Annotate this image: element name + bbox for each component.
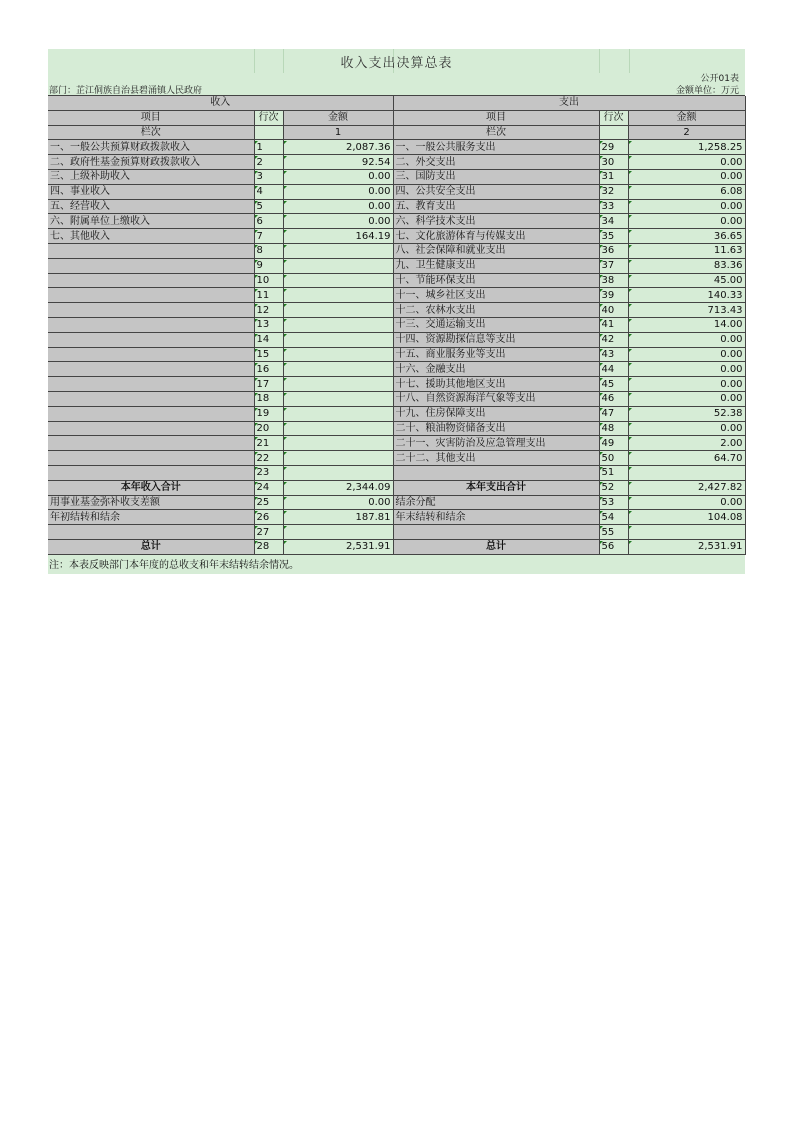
income-line-no: 13 <box>254 317 283 332</box>
expense-item: 十五、商业服务业等支出 <box>393 347 599 362</box>
income-amount: 92.54 <box>283 155 393 170</box>
income-item <box>48 451 254 466</box>
expense-amount: 11.63 <box>628 243 745 258</box>
income-amount-header: 金额 <box>283 110 393 125</box>
expense-amount: 0.00 <box>628 199 745 214</box>
grand-total-row <box>48 539 745 554</box>
income-item: 二、政府性基金预算财政拨款收入 <box>48 155 254 170</box>
expense-item: 十二、农林水支出 <box>393 303 599 318</box>
income-item <box>48 525 254 540</box>
income-line-no: 18 <box>254 391 283 406</box>
income-item: 用事业基金弥补收支差额 <box>48 495 254 510</box>
expense-index-line <box>599 125 628 140</box>
table-row <box>48 525 745 540</box>
department-row <box>48 83 745 96</box>
expense-line-no: 47 <box>599 406 628 421</box>
expense-line-no: 48 <box>599 421 628 436</box>
table-row <box>48 273 745 288</box>
income-amount <box>283 377 393 392</box>
income-amount <box>283 421 393 436</box>
income-amount: 164.19 <box>283 229 393 244</box>
expense-item: 十九、住房保障支出 <box>393 406 599 421</box>
table-row <box>48 451 745 466</box>
income-index-line <box>254 125 283 140</box>
income-amount <box>283 332 393 347</box>
expense-amount: 0.00 <box>628 362 745 377</box>
income-item <box>48 332 254 347</box>
table-row <box>48 510 745 525</box>
expense-line-no: 53 <box>599 495 628 510</box>
table-row <box>48 421 745 436</box>
income-item <box>48 436 254 451</box>
table-row <box>48 155 745 170</box>
expense-amount: 14.00 <box>628 317 745 332</box>
column-header-row <box>48 110 745 125</box>
income-amount <box>283 525 393 540</box>
expense-line-header: 行次 <box>599 110 628 125</box>
expense-item: 年末结转和结余 <box>393 510 599 525</box>
amount-unit: 金额单位：万元 <box>675 86 739 96</box>
table-row <box>48 243 745 258</box>
expense-item <box>393 525 599 540</box>
report-title: 收入支出决算总表 <box>340 56 453 71</box>
income-item-header: 项目 <box>48 110 254 125</box>
income-line-no: 1 <box>254 140 283 155</box>
income-amount <box>283 317 393 332</box>
expense-amount: 0.00 <box>628 214 745 229</box>
total-row <box>48 480 745 495</box>
table-note: 注：本表反映部门本年度的总收支和年末结转结余情况。 <box>48 555 745 574</box>
expense-item: 八、社会保障和就业支出 <box>393 243 599 258</box>
income-amount: 187.81 <box>283 510 393 525</box>
expense-amount: 52.38 <box>628 406 745 421</box>
income-amount <box>283 243 393 258</box>
income-line-no: 9 <box>254 258 283 273</box>
expense-line-no: 52 <box>599 480 628 495</box>
expense-line-no: 50 <box>599 451 628 466</box>
expense-amount <box>628 525 745 540</box>
table-row <box>48 317 745 332</box>
expense-item: 二十二、其他支出 <box>393 451 599 466</box>
expense-amount-header: 金额 <box>628 110 745 125</box>
expense-item <box>393 465 599 480</box>
income-amount <box>283 465 393 480</box>
expense-amount: 1,258.25 <box>628 140 745 155</box>
income-item <box>48 243 254 258</box>
expense-amount: 0.00 <box>628 169 745 184</box>
income-item <box>48 288 254 303</box>
expense-amount: 36.65 <box>628 229 745 244</box>
expense-item: 本年支出合计 <box>393 480 599 495</box>
expense-amount: 0.00 <box>628 155 745 170</box>
income-amount <box>283 273 393 288</box>
expense-index-label: 栏次 <box>393 125 599 140</box>
income-item: 六、附属单位上缴收入 <box>48 214 254 229</box>
income-line-no: 20 <box>254 421 283 436</box>
income-amount <box>283 288 393 303</box>
income-amount: 2,344.09 <box>283 480 393 495</box>
income-item <box>48 406 254 421</box>
expense-amount: 2,427.82 <box>628 480 745 495</box>
table-row <box>48 406 745 421</box>
income-item: 三、上级补助收入 <box>48 169 254 184</box>
income-item <box>48 258 254 273</box>
table-row <box>48 347 745 362</box>
expense-item: 十四、资源勘探信息等支出 <box>393 332 599 347</box>
expense-item: 二、外交支出 <box>393 155 599 170</box>
income-amount <box>283 258 393 273</box>
table-row <box>48 214 745 229</box>
table-row <box>48 140 745 155</box>
income-line-no: 25 <box>254 495 283 510</box>
income-line-no: 10 <box>254 273 283 288</box>
income-line-no: 16 <box>254 362 283 377</box>
expense-line-no: 36 <box>599 243 628 258</box>
income-amount <box>283 436 393 451</box>
table-row <box>48 465 745 480</box>
table-row <box>48 288 745 303</box>
income-line-no: 15 <box>254 347 283 362</box>
expense-amount: 2,531.91 <box>628 539 745 554</box>
table-row <box>48 169 745 184</box>
income-item: 七、其他收入 <box>48 229 254 244</box>
title-row <box>48 49 745 73</box>
expense-amount <box>628 465 745 480</box>
table-row <box>48 184 745 199</box>
expense-section-header: 支出 <box>393 96 745 110</box>
expense-line-no: 46 <box>599 391 628 406</box>
income-line-no: 23 <box>254 465 283 480</box>
table-row <box>48 436 745 451</box>
expense-amount: 140.33 <box>628 288 745 303</box>
expense-line-no: 44 <box>599 362 628 377</box>
income-line-no: 4 <box>254 184 283 199</box>
expense-item: 十一、城乡社区支出 <box>393 288 599 303</box>
income-amount: 2,531.91 <box>283 539 393 554</box>
income-line-no: 14 <box>254 332 283 347</box>
income-item: 四、事业收入 <box>48 184 254 199</box>
income-amount: 0.00 <box>283 214 393 229</box>
income-line-no: 17 <box>254 377 283 392</box>
income-line-header: 行次 <box>254 110 283 125</box>
income-item <box>48 347 254 362</box>
expense-line-no: 38 <box>599 273 628 288</box>
form-number: 公开01表 <box>700 74 739 84</box>
income-amount <box>283 303 393 318</box>
income-amount: 0.00 <box>283 184 393 199</box>
income-item <box>48 273 254 288</box>
expense-item: 二十、粮油物资储备支出 <box>393 421 599 436</box>
income-amount <box>283 406 393 421</box>
income-item <box>48 303 254 318</box>
income-item <box>48 317 254 332</box>
income-line-no: 27 <box>254 525 283 540</box>
income-line-no: 3 <box>254 169 283 184</box>
table-row <box>48 377 745 392</box>
income-amount: 0.00 <box>283 169 393 184</box>
income-index-label: 栏次 <box>48 125 254 140</box>
expense-amount: 64.70 <box>628 451 745 466</box>
income-amount: 2,087.36 <box>283 140 393 155</box>
expense-item: 十六、金融支出 <box>393 362 599 377</box>
expense-amount: 6.08 <box>628 184 745 199</box>
income-item <box>48 465 254 480</box>
table-row <box>48 362 745 377</box>
expense-amount: 83.36 <box>628 258 745 273</box>
expense-item: 十七、援助其他地区支出 <box>393 377 599 392</box>
form-number-row <box>48 73 745 83</box>
expense-amount: 0.00 <box>628 347 745 362</box>
income-line-no: 7 <box>254 229 283 244</box>
income-item <box>48 362 254 377</box>
income-item: 总计 <box>48 539 254 554</box>
expense-amount: 0.00 <box>628 377 745 392</box>
expense-item: 结余分配 <box>393 495 599 510</box>
table-row <box>48 303 745 318</box>
expense-item: 五、教育支出 <box>393 199 599 214</box>
income-line-no: 19 <box>254 406 283 421</box>
income-item: 一、一般公共预算财政拨款收入 <box>48 140 254 155</box>
column-index-row <box>48 125 745 140</box>
expense-item: 十、节能环保支出 <box>393 273 599 288</box>
income-index-value: 1 <box>283 125 393 140</box>
table-row <box>48 199 745 214</box>
income-amount <box>283 362 393 377</box>
expense-amount: 0.00 <box>628 495 745 510</box>
expense-line-no: 54 <box>599 510 628 525</box>
expense-item: 七、文化旅游体育与传媒支出 <box>393 229 599 244</box>
expense-amount: 2.00 <box>628 436 745 451</box>
income-line-no: 24 <box>254 480 283 495</box>
table-row <box>48 229 745 244</box>
expense-line-no: 35 <box>599 229 628 244</box>
income-line-no: 11 <box>254 288 283 303</box>
income-line-no: 12 <box>254 303 283 318</box>
table-row <box>48 332 745 347</box>
expense-item: 总计 <box>393 539 599 554</box>
income-amount: 0.00 <box>283 495 393 510</box>
income-line-no: 8 <box>254 243 283 258</box>
expense-line-no: 40 <box>599 303 628 318</box>
expense-amount: 104.08 <box>628 510 745 525</box>
expense-amount: 0.00 <box>628 421 745 436</box>
expense-line-no: 31 <box>599 169 628 184</box>
report-sheet <box>48 49 745 574</box>
income-line-no: 28 <box>254 539 283 554</box>
income-line-no: 6 <box>254 214 283 229</box>
income-item: 五、经营收入 <box>48 199 254 214</box>
expense-line-no: 34 <box>599 214 628 229</box>
expense-amount: 0.00 <box>628 391 745 406</box>
income-line-no: 22 <box>254 451 283 466</box>
expense-line-no: 43 <box>599 347 628 362</box>
expense-amount: 45.00 <box>628 273 745 288</box>
expense-line-no: 51 <box>599 465 628 480</box>
income-line-no: 2 <box>254 155 283 170</box>
income-section-header: 收入 <box>48 96 393 110</box>
expense-amount: 0.00 <box>628 332 745 347</box>
table-row <box>48 391 745 406</box>
table-row <box>48 495 745 510</box>
income-amount <box>283 451 393 466</box>
income-item <box>48 421 254 436</box>
expense-line-no: 29 <box>599 140 628 155</box>
expense-item: 六、科学技术支出 <box>393 214 599 229</box>
income-line-no: 21 <box>254 436 283 451</box>
section-header-row <box>48 96 745 110</box>
expense-item-header: 项目 <box>393 110 599 125</box>
income-amount: 0.00 <box>283 199 393 214</box>
income-amount <box>283 391 393 406</box>
income-item: 年初结转和结余 <box>48 510 254 525</box>
income-item: 本年收入合计 <box>48 480 254 495</box>
expense-item: 十八、自然资源海洋气象等支出 <box>393 391 599 406</box>
expense-line-no: 41 <box>599 317 628 332</box>
expense-line-no: 39 <box>599 288 628 303</box>
table-row <box>48 258 745 273</box>
expense-item: 二十一、灾害防治及应急管理支出 <box>393 436 599 451</box>
expense-item: 三、国防支出 <box>393 169 599 184</box>
expense-line-no: 49 <box>599 436 628 451</box>
expense-line-no: 42 <box>599 332 628 347</box>
income-line-no: 5 <box>254 199 283 214</box>
income-amount <box>283 347 393 362</box>
expense-item: 一、一般公共服务支出 <box>393 140 599 155</box>
expense-line-no: 55 <box>599 525 628 540</box>
expense-index-value: 2 <box>628 125 745 140</box>
expense-item: 十三、交通运输支出 <box>393 317 599 332</box>
income-item <box>48 377 254 392</box>
expense-line-no: 56 <box>599 539 628 554</box>
expense-line-no: 37 <box>599 258 628 273</box>
expense-line-no: 33 <box>599 199 628 214</box>
expense-line-no: 32 <box>599 184 628 199</box>
income-line-no: 26 <box>254 510 283 525</box>
expense-amount: 713.43 <box>628 303 745 318</box>
expense-line-no: 45 <box>599 377 628 392</box>
department-name: 部门：芷江侗族自治县碧涌镇人民政府 <box>49 86 203 96</box>
expense-line-no: 30 <box>599 155 628 170</box>
expense-item: 九、卫生健康支出 <box>393 258 599 273</box>
income-expense-table <box>48 96 746 555</box>
expense-item: 四、公共安全支出 <box>393 184 599 199</box>
income-item <box>48 391 254 406</box>
